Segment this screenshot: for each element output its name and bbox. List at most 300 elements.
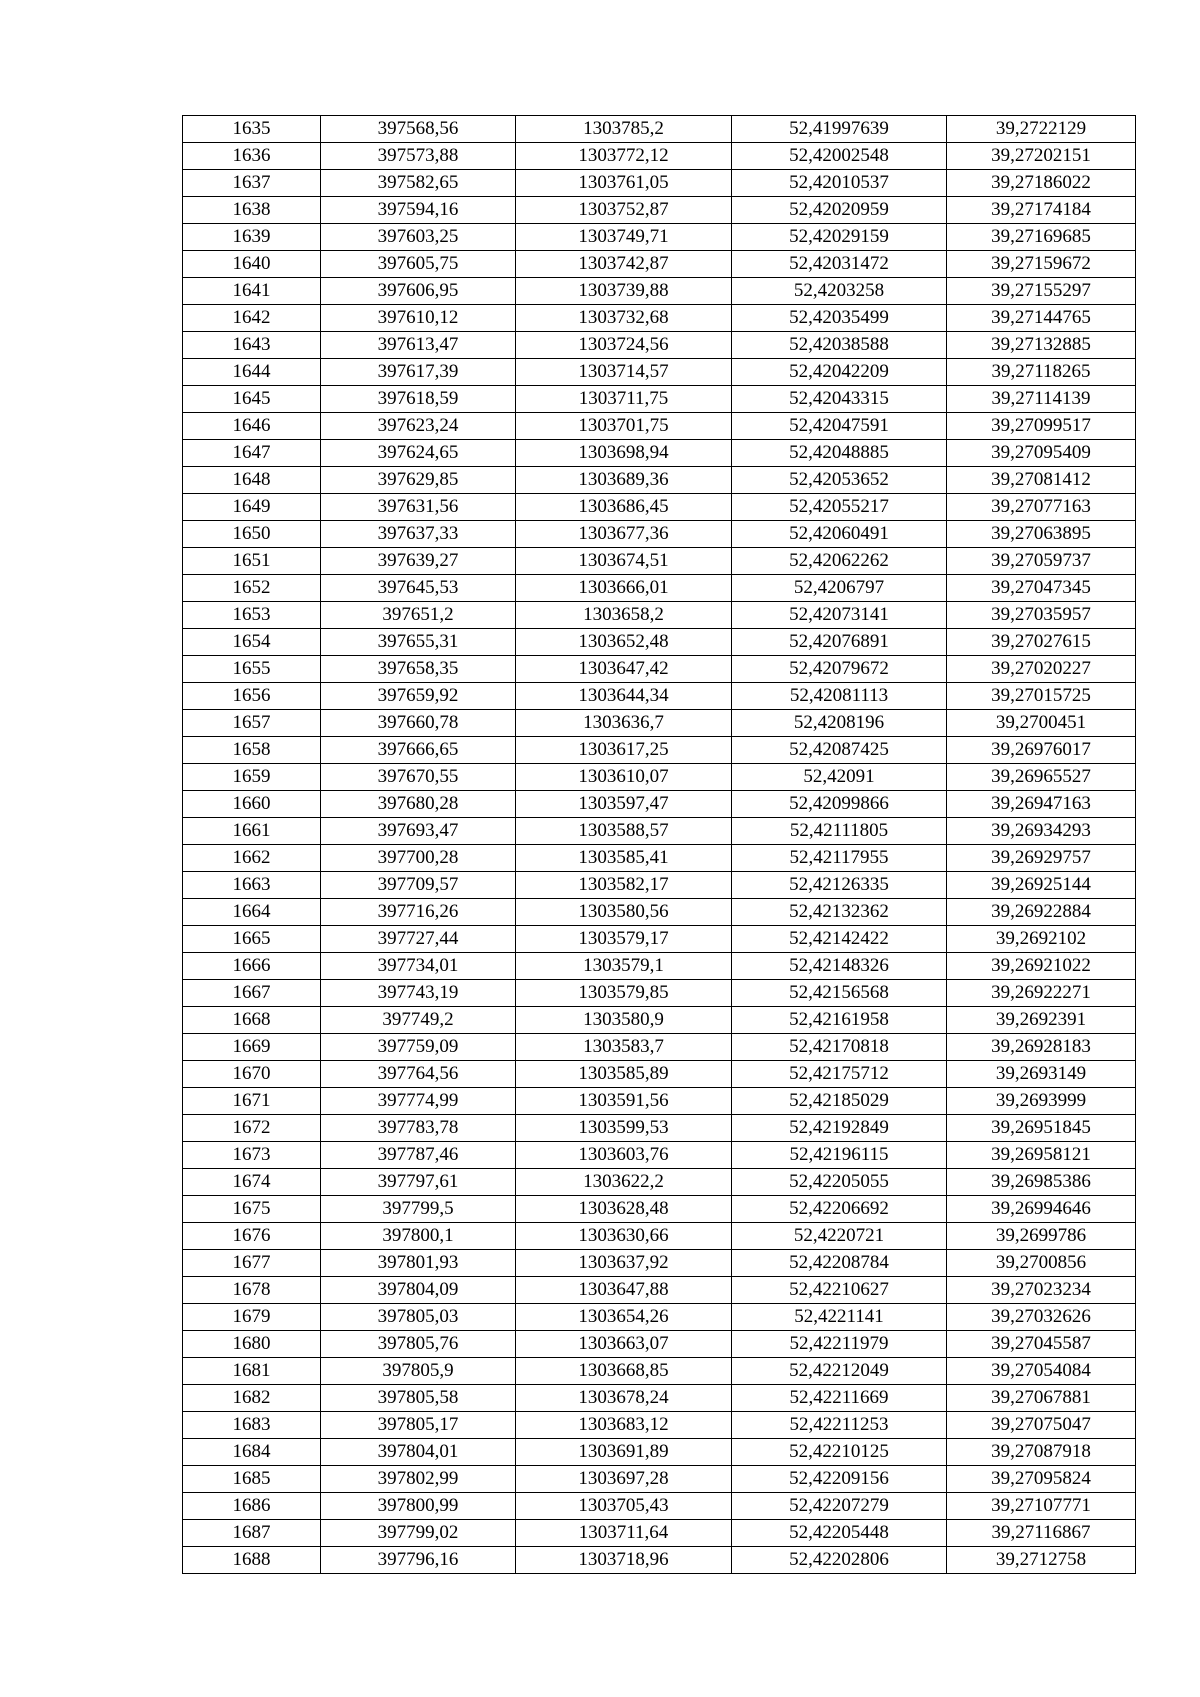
latitude-cell: 52,4206797 — [732, 575, 947, 602]
y-coordinate-cell: 1303668,85 — [516, 1358, 732, 1385]
y-coordinate-cell: 1303622,2 — [516, 1169, 732, 1196]
table-row — [183, 1439, 1136, 1466]
y-coordinate-cell: 1303599,53 — [516, 1115, 732, 1142]
y-coordinate-cell: 1303714,57 — [516, 359, 732, 386]
y-coordinate-cell: 1303772,12 — [516, 143, 732, 170]
table-row — [183, 818, 1136, 845]
latitude-cell: 52,4208196 — [732, 710, 947, 737]
longitude-cell: 39,27035957 — [947, 602, 1136, 629]
point-number-cell: 1686 — [183, 1493, 321, 1520]
table-row — [183, 413, 1136, 440]
latitude-cell: 52,42208784 — [732, 1250, 947, 1277]
longitude-cell: 39,27032626 — [947, 1304, 1136, 1331]
y-coordinate-cell: 1303683,12 — [516, 1412, 732, 1439]
longitude-cell: 39,27174184 — [947, 197, 1136, 224]
table-row — [183, 1520, 1136, 1547]
point-number-cell: 1655 — [183, 656, 321, 683]
y-coordinate-cell: 1303644,34 — [516, 683, 732, 710]
point-number-cell: 1671 — [183, 1088, 321, 1115]
latitude-cell: 52,42062262 — [732, 548, 947, 575]
x-coordinate-cell: 397805,03 — [321, 1304, 516, 1331]
table-row — [183, 1493, 1136, 1520]
point-number-cell: 1668 — [183, 1007, 321, 1034]
latitude-cell: 52,42156568 — [732, 980, 947, 1007]
longitude-cell: 39,26922271 — [947, 980, 1136, 1007]
latitude-cell: 52,42211979 — [732, 1331, 947, 1358]
latitude-cell: 52,42205448 — [732, 1520, 947, 1547]
x-coordinate-cell: 397805,76 — [321, 1331, 516, 1358]
longitude-cell: 39,2693999 — [947, 1088, 1136, 1115]
x-coordinate-cell: 397618,59 — [321, 386, 516, 413]
point-number-cell: 1642 — [183, 305, 321, 332]
longitude-cell: 39,26985386 — [947, 1169, 1136, 1196]
longitude-cell: 39,27095824 — [947, 1466, 1136, 1493]
table-row — [183, 1007, 1136, 1034]
table-row — [183, 1169, 1136, 1196]
y-coordinate-cell: 1303689,36 — [516, 467, 732, 494]
table-row — [183, 251, 1136, 278]
y-coordinate-cell: 1303785,2 — [516, 116, 732, 143]
longitude-cell: 39,27107771 — [947, 1493, 1136, 1520]
y-coordinate-cell: 1303628,48 — [516, 1196, 732, 1223]
longitude-cell: 39,26928183 — [947, 1034, 1136, 1061]
latitude-cell: 52,42043315 — [732, 386, 947, 413]
longitude-cell: 39,27087918 — [947, 1439, 1136, 1466]
point-number-cell: 1679 — [183, 1304, 321, 1331]
latitude-cell: 52,42010537 — [732, 170, 947, 197]
latitude-cell: 52,42091 — [732, 764, 947, 791]
y-coordinate-cell: 1303674,51 — [516, 548, 732, 575]
latitude-cell: 52,42148326 — [732, 953, 947, 980]
x-coordinate-cell: 397802,99 — [321, 1466, 516, 1493]
y-coordinate-cell: 1303583,7 — [516, 1034, 732, 1061]
latitude-cell: 52,42126335 — [732, 872, 947, 899]
x-coordinate-cell: 397670,55 — [321, 764, 516, 791]
point-number-cell: 1661 — [183, 818, 321, 845]
y-coordinate-cell: 1303724,56 — [516, 332, 732, 359]
table-row — [183, 440, 1136, 467]
table-row — [183, 872, 1136, 899]
x-coordinate-cell: 397655,31 — [321, 629, 516, 656]
table-row — [183, 1142, 1136, 1169]
point-number-cell: 1644 — [183, 359, 321, 386]
point-number-cell: 1648 — [183, 467, 321, 494]
longitude-cell: 39,27045587 — [947, 1331, 1136, 1358]
latitude-cell: 52,42185029 — [732, 1088, 947, 1115]
latitude-cell: 52,42060491 — [732, 521, 947, 548]
table-row — [183, 683, 1136, 710]
y-coordinate-cell: 1303585,41 — [516, 845, 732, 872]
x-coordinate-cell: 397800,1 — [321, 1223, 516, 1250]
x-coordinate-cell: 397800,99 — [321, 1493, 516, 1520]
x-coordinate-cell: 397693,47 — [321, 818, 516, 845]
table-row — [183, 845, 1136, 872]
longitude-cell: 39,2693149 — [947, 1061, 1136, 1088]
y-coordinate-cell: 1303617,25 — [516, 737, 732, 764]
x-coordinate-cell: 397659,92 — [321, 683, 516, 710]
point-number-cell: 1639 — [183, 224, 321, 251]
y-coordinate-cell: 1303647,42 — [516, 656, 732, 683]
latitude-cell: 52,42175712 — [732, 1061, 947, 1088]
table-row — [183, 629, 1136, 656]
longitude-cell: 39,27067881 — [947, 1385, 1136, 1412]
x-coordinate-cell: 397617,39 — [321, 359, 516, 386]
point-number-cell: 1674 — [183, 1169, 321, 1196]
table-row — [183, 791, 1136, 818]
table-row — [183, 1331, 1136, 1358]
point-number-cell: 1652 — [183, 575, 321, 602]
longitude-cell: 39,27114139 — [947, 386, 1136, 413]
x-coordinate-cell: 397594,16 — [321, 197, 516, 224]
x-coordinate-cell: 397796,16 — [321, 1547, 516, 1574]
table-row — [183, 764, 1136, 791]
longitude-cell: 39,26994646 — [947, 1196, 1136, 1223]
y-coordinate-cell: 1303742,87 — [516, 251, 732, 278]
point-number-cell: 1675 — [183, 1196, 321, 1223]
latitude-cell: 52,42211253 — [732, 1412, 947, 1439]
latitude-cell: 52,42117955 — [732, 845, 947, 872]
y-coordinate-cell: 1303718,96 — [516, 1547, 732, 1574]
latitude-cell: 52,4203258 — [732, 278, 947, 305]
table-row — [183, 899, 1136, 926]
latitude-cell: 52,42047591 — [732, 413, 947, 440]
longitude-cell: 39,27027615 — [947, 629, 1136, 656]
y-coordinate-cell: 1303579,85 — [516, 980, 732, 1007]
x-coordinate-cell: 397749,2 — [321, 1007, 516, 1034]
table-row — [183, 305, 1136, 332]
latitude-cell: 52,42055217 — [732, 494, 947, 521]
table-row — [183, 1196, 1136, 1223]
y-coordinate-cell: 1303579,1 — [516, 953, 732, 980]
x-coordinate-cell: 397805,17 — [321, 1412, 516, 1439]
x-coordinate-cell: 397666,65 — [321, 737, 516, 764]
longitude-cell: 39,2700451 — [947, 710, 1136, 737]
longitude-cell: 39,26934293 — [947, 818, 1136, 845]
x-coordinate-cell: 397801,93 — [321, 1250, 516, 1277]
point-number-cell: 1650 — [183, 521, 321, 548]
latitude-cell: 52,42099866 — [732, 791, 947, 818]
latitude-cell: 52,42076891 — [732, 629, 947, 656]
x-coordinate-cell: 397764,56 — [321, 1061, 516, 1088]
point-number-cell: 1683 — [183, 1412, 321, 1439]
longitude-cell: 39,26921022 — [947, 953, 1136, 980]
y-coordinate-cell: 1303610,07 — [516, 764, 732, 791]
table-row — [183, 1304, 1136, 1331]
latitude-cell: 52,42206692 — [732, 1196, 947, 1223]
longitude-cell: 39,27116867 — [947, 1520, 1136, 1547]
longitude-cell: 39,2712758 — [947, 1547, 1136, 1574]
y-coordinate-cell: 1303701,75 — [516, 413, 732, 440]
table-row — [183, 1277, 1136, 1304]
y-coordinate-cell: 1303752,87 — [516, 197, 732, 224]
longitude-cell: 39,26947163 — [947, 791, 1136, 818]
longitude-cell: 39,27099517 — [947, 413, 1136, 440]
latitude-cell: 52,42048885 — [732, 440, 947, 467]
x-coordinate-cell: 397805,9 — [321, 1358, 516, 1385]
table-row — [183, 548, 1136, 575]
x-coordinate-cell: 397743,19 — [321, 980, 516, 1007]
x-coordinate-cell: 397799,02 — [321, 1520, 516, 1547]
point-number-cell: 1656 — [183, 683, 321, 710]
y-coordinate-cell: 1303711,64 — [516, 1520, 732, 1547]
latitude-cell: 52,42202806 — [732, 1547, 947, 1574]
point-number-cell: 1682 — [183, 1385, 321, 1412]
latitude-cell: 52,42211669 — [732, 1385, 947, 1412]
table-row — [183, 143, 1136, 170]
table-row — [183, 1250, 1136, 1277]
longitude-cell: 39,27020227 — [947, 656, 1136, 683]
y-coordinate-cell: 1303636,7 — [516, 710, 732, 737]
latitude-cell: 52,42035499 — [732, 305, 947, 332]
longitude-cell: 39,27075047 — [947, 1412, 1136, 1439]
latitude-cell: 52,42053652 — [732, 467, 947, 494]
coordinates-table-body — [183, 116, 1136, 1574]
longitude-cell: 39,2692102 — [947, 926, 1136, 953]
table-row — [183, 980, 1136, 1007]
point-number-cell: 1666 — [183, 953, 321, 980]
point-number-cell: 1672 — [183, 1115, 321, 1142]
table-row — [183, 224, 1136, 251]
point-number-cell: 1643 — [183, 332, 321, 359]
longitude-cell: 39,2700856 — [947, 1250, 1136, 1277]
x-coordinate-cell: 397787,46 — [321, 1142, 516, 1169]
latitude-cell: 52,42020959 — [732, 197, 947, 224]
point-number-cell: 1681 — [183, 1358, 321, 1385]
point-number-cell: 1687 — [183, 1520, 321, 1547]
latitude-cell: 52,42073141 — [732, 602, 947, 629]
longitude-cell: 39,27118265 — [947, 359, 1136, 386]
table-row — [183, 1547, 1136, 1574]
point-number-cell: 1637 — [183, 170, 321, 197]
x-coordinate-cell: 397605,75 — [321, 251, 516, 278]
x-coordinate-cell: 397624,65 — [321, 440, 516, 467]
y-coordinate-cell: 1303663,07 — [516, 1331, 732, 1358]
table-row — [183, 1088, 1136, 1115]
latitude-cell: 52,42209156 — [732, 1466, 947, 1493]
x-coordinate-cell: 397799,5 — [321, 1196, 516, 1223]
table-row — [183, 953, 1136, 980]
x-coordinate-cell: 397568,56 — [321, 116, 516, 143]
longitude-cell: 39,27132885 — [947, 332, 1136, 359]
point-number-cell: 1654 — [183, 629, 321, 656]
latitude-cell: 52,42205055 — [732, 1169, 947, 1196]
y-coordinate-cell: 1303691,89 — [516, 1439, 732, 1466]
point-number-cell: 1659 — [183, 764, 321, 791]
point-number-cell: 1640 — [183, 251, 321, 278]
latitude-cell: 52,42132362 — [732, 899, 947, 926]
table-row — [183, 278, 1136, 305]
y-coordinate-cell: 1303580,9 — [516, 1007, 732, 1034]
x-coordinate-cell: 397805,58 — [321, 1385, 516, 1412]
x-coordinate-cell: 397631,56 — [321, 494, 516, 521]
longitude-cell: 39,27155297 — [947, 278, 1136, 305]
table-row — [183, 1412, 1136, 1439]
point-number-cell: 1664 — [183, 899, 321, 926]
y-coordinate-cell: 1303597,47 — [516, 791, 732, 818]
x-coordinate-cell: 397645,53 — [321, 575, 516, 602]
x-coordinate-cell: 397774,99 — [321, 1088, 516, 1115]
point-number-cell: 1657 — [183, 710, 321, 737]
longitude-cell: 39,27063895 — [947, 521, 1136, 548]
y-coordinate-cell: 1303582,17 — [516, 872, 732, 899]
x-coordinate-cell: 397660,78 — [321, 710, 516, 737]
y-coordinate-cell: 1303739,88 — [516, 278, 732, 305]
latitude-cell: 52,41997639 — [732, 116, 947, 143]
longitude-cell: 39,26958121 — [947, 1142, 1136, 1169]
y-coordinate-cell: 1303580,56 — [516, 899, 732, 926]
point-number-cell: 1649 — [183, 494, 321, 521]
x-coordinate-cell: 397573,88 — [321, 143, 516, 170]
point-number-cell: 1663 — [183, 872, 321, 899]
table-row — [183, 575, 1136, 602]
latitude-cell: 52,42029159 — [732, 224, 947, 251]
y-coordinate-cell: 1303732,68 — [516, 305, 732, 332]
table-row — [183, 1115, 1136, 1142]
point-number-cell: 1645 — [183, 386, 321, 413]
longitude-cell: 39,26929757 — [947, 845, 1136, 872]
table-row — [183, 386, 1136, 413]
latitude-cell: 52,42079672 — [732, 656, 947, 683]
longitude-cell: 39,27054084 — [947, 1358, 1136, 1385]
y-coordinate-cell: 1303652,48 — [516, 629, 732, 656]
y-coordinate-cell: 1303579,17 — [516, 926, 732, 953]
table-row — [183, 926, 1136, 953]
x-coordinate-cell: 397582,65 — [321, 170, 516, 197]
point-number-cell: 1676 — [183, 1223, 321, 1250]
x-coordinate-cell: 397623,24 — [321, 413, 516, 440]
point-number-cell: 1684 — [183, 1439, 321, 1466]
longitude-cell: 39,27186022 — [947, 170, 1136, 197]
point-number-cell: 1660 — [183, 791, 321, 818]
point-number-cell: 1677 — [183, 1250, 321, 1277]
y-coordinate-cell: 1303698,94 — [516, 440, 732, 467]
point-number-cell: 1678 — [183, 1277, 321, 1304]
point-number-cell: 1636 — [183, 143, 321, 170]
point-number-cell: 1658 — [183, 737, 321, 764]
longitude-cell: 39,2699786 — [947, 1223, 1136, 1250]
point-number-cell: 1662 — [183, 845, 321, 872]
latitude-cell: 52,42031472 — [732, 251, 947, 278]
table-row — [183, 1061, 1136, 1088]
x-coordinate-cell: 397804,01 — [321, 1439, 516, 1466]
table-row — [183, 197, 1136, 224]
y-coordinate-cell: 1303677,36 — [516, 521, 732, 548]
longitude-cell: 39,27202151 — [947, 143, 1136, 170]
latitude-cell: 52,42170818 — [732, 1034, 947, 1061]
y-coordinate-cell: 1303637,92 — [516, 1250, 732, 1277]
longitude-cell: 39,27095409 — [947, 440, 1136, 467]
y-coordinate-cell: 1303761,05 — [516, 170, 732, 197]
y-coordinate-cell: 1303588,57 — [516, 818, 732, 845]
coordinates-table — [182, 115, 1136, 1574]
latitude-cell: 52,42196115 — [732, 1142, 947, 1169]
x-coordinate-cell: 397603,25 — [321, 224, 516, 251]
table-row — [183, 602, 1136, 629]
point-number-cell: 1665 — [183, 926, 321, 953]
latitude-cell: 52,42210627 — [732, 1277, 947, 1304]
longitude-cell: 39,26925144 — [947, 872, 1136, 899]
longitude-cell: 39,27023234 — [947, 1277, 1136, 1304]
table-row — [183, 1466, 1136, 1493]
point-number-cell: 1647 — [183, 440, 321, 467]
latitude-cell: 52,42212049 — [732, 1358, 947, 1385]
x-coordinate-cell: 397629,85 — [321, 467, 516, 494]
y-coordinate-cell: 1303697,28 — [516, 1466, 732, 1493]
y-coordinate-cell: 1303654,26 — [516, 1304, 732, 1331]
x-coordinate-cell: 397797,61 — [321, 1169, 516, 1196]
y-coordinate-cell: 1303585,89 — [516, 1061, 732, 1088]
longitude-cell: 39,2692391 — [947, 1007, 1136, 1034]
x-coordinate-cell: 397637,33 — [321, 521, 516, 548]
table-row — [183, 359, 1136, 386]
latitude-cell: 52,42142422 — [732, 926, 947, 953]
table-row — [183, 656, 1136, 683]
point-number-cell: 1685 — [183, 1466, 321, 1493]
longitude-cell: 39,27015725 — [947, 683, 1136, 710]
table-row — [183, 1223, 1136, 1250]
table-row — [183, 521, 1136, 548]
table-row — [183, 710, 1136, 737]
latitude-cell: 52,4221141 — [732, 1304, 947, 1331]
longitude-cell: 39,2722129 — [947, 116, 1136, 143]
point-number-cell: 1641 — [183, 278, 321, 305]
table-row — [183, 1385, 1136, 1412]
latitude-cell: 52,42207279 — [732, 1493, 947, 1520]
point-number-cell: 1638 — [183, 197, 321, 224]
latitude-cell: 52,42192849 — [732, 1115, 947, 1142]
x-coordinate-cell: 397606,95 — [321, 278, 516, 305]
longitude-cell: 39,27144765 — [947, 305, 1136, 332]
x-coordinate-cell: 397709,57 — [321, 872, 516, 899]
latitude-cell: 52,42002548 — [732, 143, 947, 170]
latitude-cell: 52,42042209 — [732, 359, 947, 386]
table-row — [183, 494, 1136, 521]
x-coordinate-cell: 397759,09 — [321, 1034, 516, 1061]
x-coordinate-cell: 397680,28 — [321, 791, 516, 818]
longitude-cell: 39,27077163 — [947, 494, 1136, 521]
latitude-cell: 52,42038588 — [732, 332, 947, 359]
table-row — [183, 116, 1136, 143]
point-number-cell: 1635 — [183, 116, 321, 143]
y-coordinate-cell: 1303686,45 — [516, 494, 732, 521]
longitude-cell: 39,26965527 — [947, 764, 1136, 791]
table-row — [183, 737, 1136, 764]
point-number-cell: 1669 — [183, 1034, 321, 1061]
y-coordinate-cell: 1303666,01 — [516, 575, 732, 602]
y-coordinate-cell: 1303705,43 — [516, 1493, 732, 1520]
point-number-cell: 1680 — [183, 1331, 321, 1358]
table-row — [183, 467, 1136, 494]
latitude-cell: 52,42087425 — [732, 737, 947, 764]
y-coordinate-cell: 1303678,24 — [516, 1385, 732, 1412]
table-row — [183, 332, 1136, 359]
longitude-cell: 39,27159672 — [947, 251, 1136, 278]
latitude-cell: 52,4220721 — [732, 1223, 947, 1250]
point-number-cell: 1688 — [183, 1547, 321, 1574]
latitude-cell: 52,42210125 — [732, 1439, 947, 1466]
point-number-cell: 1673 — [183, 1142, 321, 1169]
y-coordinate-cell: 1303749,71 — [516, 224, 732, 251]
y-coordinate-cell: 1303630,66 — [516, 1223, 732, 1250]
y-coordinate-cell: 1303647,88 — [516, 1277, 732, 1304]
x-coordinate-cell: 397651,2 — [321, 602, 516, 629]
x-coordinate-cell: 397783,78 — [321, 1115, 516, 1142]
x-coordinate-cell: 397658,35 — [321, 656, 516, 683]
longitude-cell: 39,27059737 — [947, 548, 1136, 575]
table-row — [183, 1034, 1136, 1061]
latitude-cell: 52,42161958 — [732, 1007, 947, 1034]
y-coordinate-cell: 1303603,76 — [516, 1142, 732, 1169]
